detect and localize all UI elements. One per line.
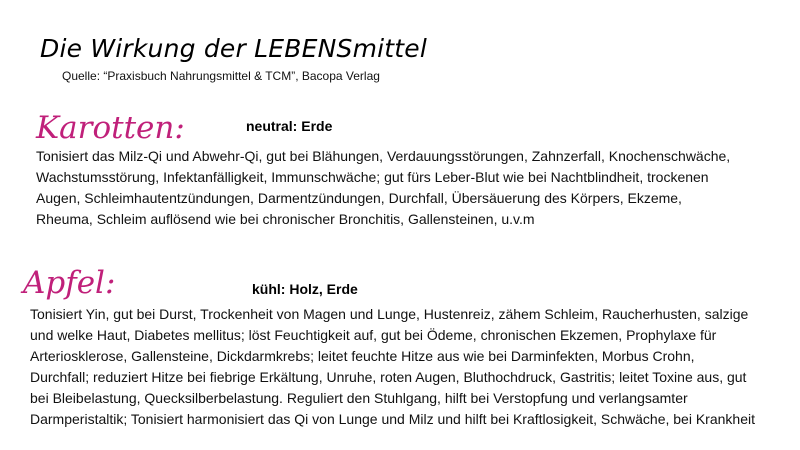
body-line: Durchfall; reduziert Hitze bei fiebrige Erkältung, Unruhe, roten Augen, Bluthochdruck, Gastritis; leitet Toxine aus, gut <box>30 369 747 385</box>
section-properties-karotten: neutral: Erde <box>246 118 333 134</box>
body-line: Arteriosklerose, Gallensteine, Dickdarmkrebs; leitet feuchte Hitze aus wie bei Darminfekten, Morbus Crohn, <box>30 348 695 364</box>
body-line: Augen, Schleimhautentzündungen, Darmentzündungen, Durchfall, Übersäuerung des Körpers, Ekzeme, <box>36 190 682 206</box>
body-line: Tonisiert Yin, gut bei Durst, Trockenheit von Magen und Lunge, Hustenreiz, zähem Schleim, Raucherhusten, salzige <box>30 306 749 322</box>
section-heading-apfel: Apfel: <box>23 265 116 301</box>
section-body-apfel <box>30 304 790 430</box>
source-citation: Quelle: “Praxisbuch Nahrungsmittel & TCM”, Bacopa Verlag <box>62 69 380 83</box>
body-line: Wachstumsstörung, Infektanfälligkeit, Immunschwäche; gut fürs Leber-Blut wie bei Nachtblindheit, trockenen <box>36 169 709 185</box>
body-line: Darmperistaltik; Tonisiert harmonisiert das Qi von Lunge und Milz und hilft bei Kraftlosigkeit, Schwäche, bei Krankheit <box>30 411 755 427</box>
section-body-karotten <box>36 146 776 230</box>
body-line: bei Bleibelastung, Quecksilberbelastung. Reguliert den Stuhlgang, hilft bei Verstopfung und verlangsamter <box>30 390 688 406</box>
body-line: Rheuma, Schleim auflösend wie bei chronischer Bronchitis, Gallensteinen, u.v.m <box>36 211 535 227</box>
section-heading-karotten: Karotten: <box>36 110 185 146</box>
section-properties-apfel: kühl: Holz, Erde <box>252 281 358 297</box>
body-line: und welke Haut, Diabetes mellitus; löst Feuchtigkeit auf, gut bei Ödeme, chronischen Ekzemen, Prophylaxe für <box>30 327 717 343</box>
body-line: Tonisiert das Milz-Qi und Abwehr-Qi, gut bei Blähungen, Verdauungsstörungen, Zahnzerfall, Knochenschwäche, <box>36 148 731 164</box>
page-title: Die Wirkung der LEBENSmittel <box>40 34 427 63</box>
